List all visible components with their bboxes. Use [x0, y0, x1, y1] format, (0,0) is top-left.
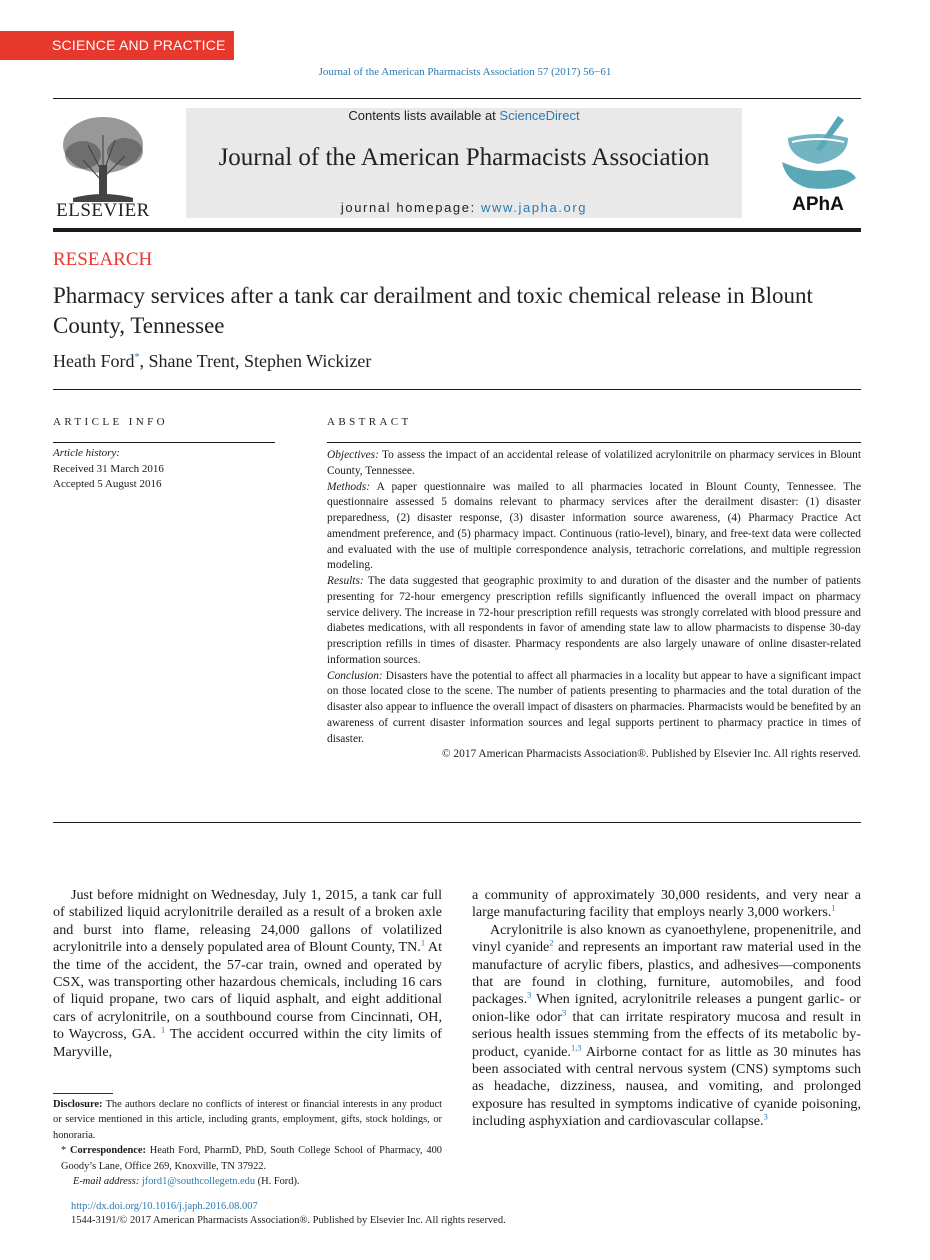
- email-link[interactable]: jford1@southcollegetn.edu: [141, 1176, 256, 1188]
- body-text: At the time of the accident, the 57-car train, owned and operated by CSX, was transporting other hazardous chemicals, including 16 cars of liquid propane, two cars of liquid asphalt, and eight additional cars of acrylonitrile, on a southbound course from Cincinnati, OH, to Waycross, GA.: [53, 939, 442, 1043]
- authors-rule: [53, 389, 861, 390]
- conclusion-text: Disasters have the potential to affect all pharmacies in a locality but appear to have a significant impact on those located close to the scene. The number of patients presenting to pharmacies and the total duration of the disaster also appear to influence the overall impact of disasters on pharmacies. Pharmacists would be benefited by an awareness of current disaster information sources and legal supports pertinent to pharmacy practice in times of disaster.: [327, 669, 861, 745]
- elsevier-wordmark: ELSEVIER: [56, 200, 150, 221]
- header-top-rule: [53, 98, 861, 99]
- apha-wordmark: APhA: [792, 194, 844, 215]
- reference-link[interactable]: 1: [831, 902, 836, 913]
- body-text: that can irritate respiratory mucosa and result in serious health issues stemming from the effects of its metabolic by-product, cyanide.: [472, 1008, 861, 1060]
- author-ford[interactable]: Heath Ford: [53, 351, 135, 371]
- article-info-heading: ARTICLE INFO: [53, 416, 168, 428]
- homepage-prefix: journal homepage:: [340, 200, 482, 215]
- contents-prefix: Contents lists available at: [348, 108, 500, 123]
- disclosure-label: Disclosure:: [53, 1099, 103, 1110]
- abstract-results: [327, 574, 861, 669]
- apha-mortar-pestle-icon: [778, 112, 860, 196]
- footnote-rule: [53, 1093, 113, 1094]
- correspondence-mark[interactable]: *: [134, 352, 140, 363]
- reference-link[interactable]: 1: [160, 1024, 166, 1035]
- reference-link[interactable]: 3: [527, 989, 532, 1000]
- author-others[interactable]: , Shane Trent, Stephen Wickizer: [139, 351, 372, 371]
- body-text: When ignited, acrylonitrile releases a pungent garlic- or onion-like odor: [472, 991, 861, 1025]
- reference-link[interactable]: 2: [549, 937, 554, 948]
- reference-link[interactable]: 1,3: [570, 1041, 582, 1052]
- reference-link[interactable]: 3: [562, 1007, 567, 1018]
- body-paragraph-1: [53, 887, 442, 1061]
- received-date: Received 31 March 2016: [53, 462, 164, 475]
- reference-link[interactable]: 1: [420, 937, 426, 948]
- body-paragraph-1-cont: [472, 887, 861, 922]
- methods-label: Methods:: [327, 480, 371, 493]
- journal-citation[interactable]: Journal of the American Pharmacists Association 57 (2017) 56−61: [318, 66, 612, 78]
- contents-line: [186, 108, 742, 123]
- objectives-text: To assess the impact of an accidental release of volatilized acrylonitrile on pharmacy services in Blount County, Tennessee.: [327, 449, 861, 477]
- results-label: Results:: [327, 575, 364, 587]
- abstract-objectives: [327, 448, 861, 480]
- body-text: The accident occurred within the city limits of Maryville,: [53, 1026, 442, 1060]
- section-banner: [0, 31, 234, 60]
- disclosure-text: The authors declare no conflicts of interest or financial interests in any product or service mentioned in this article, including grants, employment, gifts, stock holdings, or honoraria.: [53, 1099, 442, 1141]
- body-column-right: [472, 887, 861, 1131]
- footnotes: [53, 1097, 442, 1189]
- correspondence-text: Heath Ford, PharmD, PhD, South College School of Pharmacy, 400 Goody’s Lane, Office 269, Knoxville, TN 37922.: [61, 1145, 442, 1172]
- email-note: [53, 1174, 442, 1189]
- journal-title: Journal of the American Pharmacists Association: [218, 144, 710, 171]
- body-column-left: [53, 887, 442, 1061]
- history-label: Article history:: [53, 447, 120, 459]
- article-title: Pharmacy services after a tank car derailment and toxic chemical release in Blount County, Tennessee: [53, 283, 813, 338]
- body-text: and represents an important raw material used in the manufacture of acrylic fibers, plastics, and adhesives—components that are found in clothing, furniture, automobiles, and food packages.: [472, 939, 861, 1008]
- section-label: SCIENCE AND PRACTICE: [52, 37, 226, 53]
- abstract-copyright: © 2017 American Pharmacists Association®. Published by Elsevier Inc. All rights reserved.: [441, 748, 861, 761]
- conclusion-label: Conclusion:: [327, 669, 383, 682]
- issn-copyright: 1544-3191/© 2017 American Pharmacists Association®. Published by Elsevier Inc. All rights reserved.: [71, 1215, 506, 1226]
- article-history: [53, 446, 164, 493]
- disclosure-note: [53, 1097, 442, 1143]
- body-paragraph-2: [472, 922, 861, 1131]
- abstract-rule: [327, 442, 861, 443]
- header-bottom-rule: [53, 228, 861, 232]
- body-text: a community of approximately 30,000 residents, and very near a large manufacturing facility that employs nearly 3,000 workers.: [472, 887, 861, 921]
- article-info-rule: [53, 442, 275, 443]
- objectives-label: Objectives:: [327, 449, 379, 461]
- abstract-conclusion: [327, 669, 861, 748]
- abstract-heading: ABSTRACT: [327, 416, 412, 428]
- body-text: Airborne contact for as little as 30 minutes has been associated with central nervous system (CNS) symptoms such as headache, dizziness, nausea, and vomiting, and prolonged exposure has resulted in symptoms indicative of cyanide poisoning, including asphyxiation and cardiovascular collapse.: [472, 1043, 861, 1130]
- homepage-link[interactable]: www.japha.org: [481, 200, 588, 215]
- abstract-body: [327, 448, 861, 763]
- correspondence-label: Correspondence:: [69, 1145, 146, 1157]
- correspondence-note: [53, 1143, 442, 1174]
- body-text: Just before midnight on Wednesday, July 1, 2015, a tank car full of stabilized liquid acrylonitrile derailed as a result of a broken axle and burst into flame, releasing 24,000 gallons of volatilized acrylonitrile into a densely populated area of Blount County, TN.: [53, 887, 442, 956]
- body-text: Acrylonitrile is also known as cyanoethylene, propenenitrile, and vinyl cyanide: [472, 921, 861, 956]
- sciencedirect-link[interactable]: ScienceDirect: [499, 108, 580, 123]
- accepted-date: Accepted 5 August 2016: [53, 478, 162, 490]
- email-label: E-mail address:: [73, 1176, 140, 1188]
- results-text: The data suggested that geographic proximity to and duration of the disaster and the number of patients presenting for 72-hour emergency prescription refills significantly influenced the overall impact on pharmacy service delivery. The increase in 72-hour prescription refill requests was strongly correlated with blood pressure and diabetes medications, with all respondents in favor of amending state law to allow pharmacists to dispense 30-day prescription refills in times of disaster. Pharmacy respondents are also largely unaware of online disaster-related information sources.: [327, 575, 861, 666]
- methods-text: A paper questionnaire was mailed to all pharmacies located in Blount County, Tennessee. The questionnaire assessed 5 domains relevant to pharmacy services after the derailment disaster: (1) disaster preparedness, (2) disaster response, (3) disaster information source awareness, (4) Pharmacy Practice Act amendment preference, and (5) pharmacy impact. Continuous (ratio-level), binary, and free-text data were collected and evaluated with the use of multiple correspondence analysis, tetrachoric correlations, and multiple regression modeling.: [327, 480, 861, 572]
- article-type: RESEARCH: [53, 249, 153, 270]
- abstract-bottom-rule: [53, 822, 861, 823]
- doi-link[interactable]: http://dx.doi.org/10.1016/j.japh.2016.08.007: [71, 1201, 258, 1212]
- homepage-line: [186, 200, 742, 215]
- reference-link[interactable]: 3: [763, 1111, 768, 1122]
- email-suffix: (H. Ford).: [255, 1176, 300, 1188]
- author-list: [53, 351, 371, 372]
- correspondence-star: *: [61, 1145, 67, 1157]
- abstract-methods: [327, 480, 861, 575]
